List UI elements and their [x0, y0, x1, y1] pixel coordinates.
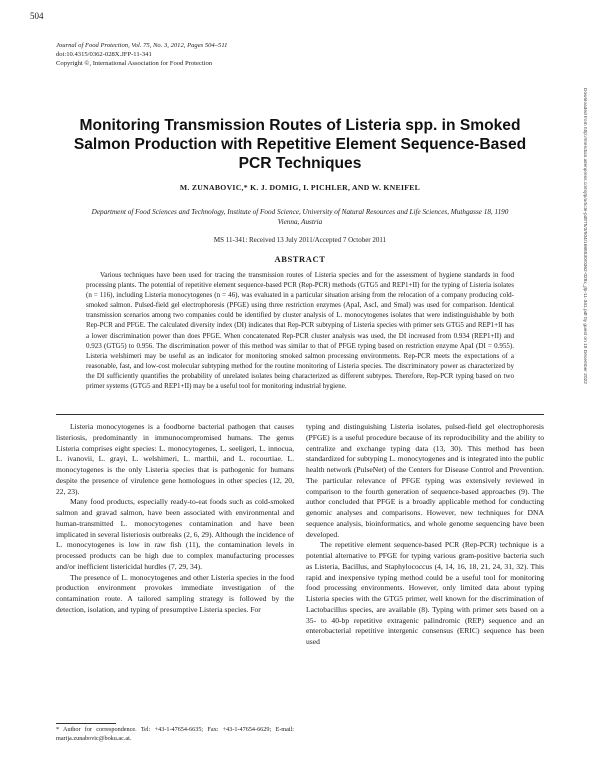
body-paragraph: typing and distinguishing Listeria isolates, pulsed-field gel electrophoresis (PFGE) is a useful procedure because of its reproducibility and the ability to centralize and exchange typing data (13, 30). This method has been standardized for subtyping L. monocytogenes and is integrated into the public health network (PulseNet) of the Centers for Disease Control and Prevention. The particular relevance of PFGE typing was extensively reviewed in comparison to the fourth generation of sequence-based approaches (9). The author concluded that PFGE is a broadly applicable method for conducting genomic analyses and comparisons. However, new techniques for DNA sequence analysis, bioinformatics, and whole genome sequencing have been developed. — [306, 422, 544, 539]
correspondence-footnote: * Author for correspondence. Tel: +43-1-47654-6635; Fax: +43-1-47654-6629; E-mail: marija.zunabovic@boku.ac.at. — [56, 726, 294, 742]
paper-title: Monitoring Transmission Routes of Listeria spp. in Smoked Salmon Production with Repetitive Element Sequence-Based PCR Techniques — [73, 117, 527, 172]
authors: M. ZUNABOVIC,* K. J. DOMIG, I. PICHLER, AND W. KNEIFEL — [179, 183, 421, 192]
journal-header — [56, 41, 227, 69]
affiliation: Department of Food Sciences and Technology, Institute of Food Science, University of Natural Resources and Life Sciences, Muthgasse 18, 1190 Vienna, Austria — [91, 208, 509, 226]
body-column-left — [56, 422, 294, 616]
body-paragraph: Listeria monocytogenes is a foodborne bacterial pathogen that causes listeriosis, predominantly in immunocompromised humans. The genus Listeria comprises eight species: L. monocytogenes, L. seeligeri, L. innocua, L. ivanovii, L. grayi, L. welshimeri, L. marthii, and L. rocourtiae. L. monocytogenes is the only Listeria species that is pathogenic for humans despite the presence of virulence gene homologues in other species (12, 20, 22, 23). — [56, 422, 294, 496]
received-dates: MS 11-341: Received 13 July 2011/Accepted 7 October 2011 — [213, 236, 387, 244]
download-watermark: Downloaded from http://meridian.allenpress.com/jfp/article-pdf/75/3/504/1686530/0362-028x_jfp-11-341.pdf by guest on 15 December 2022 — [582, 88, 587, 384]
body-paragraph: The presence of L. monocytogenes and other Listeria species in the food production environment provokes immediate investigation of the contamination route. A tailored sampling strategy is followed by the detection, isolation, and typing of presumptive Listeria species. For — [56, 572, 294, 614]
body-column-right — [306, 422, 544, 648]
footnote-divider — [56, 723, 116, 724]
doi[interactable]: doi:10.4315/0362-028X.JFP-11-341 — [56, 51, 152, 59]
copyright: Copyright ©, International Association for Food Protection — [56, 60, 213, 68]
abstract-heading: ABSTRACT — [274, 254, 326, 264]
journal-citation: Journal of Food Protection, Vol. 75, No. 3, 2012, Pages 504–511 — [56, 42, 228, 49]
section-divider — [56, 414, 544, 415]
body-paragraph: Many food products, especially ready-to-eat foods such as cold-smoked salmon and gravad salmon, have been associated with environmental and human-transmitted L. monocytogenes contamination and have been implicated in several listeriosis outbreaks (2, 6, 29). Although the incidence of L. monocytogenes is low in raw fish (11), the contamination levels in processed products can be high due to complex manufacturing processes and/or inefficient listericidal hurdles (7, 29, 34). — [56, 497, 294, 571]
page-number: 504 — [30, 11, 44, 21]
abstract-text: Various techniques have been used for tracing the transmission routes of Listeria species and for the assessment of hygiene standards in food processing plants. The potential of repetitive element sequence-based PCR (Rep-PCR) methods (GTG5 and REP1+II) for the typing of Listeria isolates (n = 116), including Listeria monocytogenes (n = 46), was evaluated in a particular situation arising from the relocation of a company producing cold-smoked salmon. Pulsed-field gel electrophoresis (PFGE) using three restriction enzymes (ApaI, AscI, and SmaI) was used for comparison. Identical transmission scenarios among two companies could be identified by cluster analysis of L. monocytogenes isolates that were indistinguishable by both Rep-PCR and PFGE. The calculated diversity index (DI) indicates that Rep-PCR subtyping of Listeria species with primer sets GTG5 and REP1+II has a lower discrimination power than does PFGE. When concatenated Rep-PCR cluster analysis was used, the DI increased from 0.934 (REP1+II) and 0.923 (GTG5) to 0.956. The discrimination power of this method was similar to that of PFGE typing based on restriction enzyme ApaI (DI = 0.955). Listeria welshimeri may be useful as an indicator for monitoring smoked salmon processing environments. Rep-PCR meets the expectations of a reasonable, fast, and low-cost molecular subtyping method for the routine monitoring of Listeria species. The discriminatory power as characterized by the DI sufficiently quantifies the probability of unrelated isolates being characterized as different subtypes. Therefore, Rep-PCR typing based on two primer systems (GTG5 and REP1+II) may be a useful tool for monitoring industrial hygiene. — [86, 271, 514, 391]
body-paragraph: The repetitive element sequence-based PCR (Rep-PCR) technique is a potential alternative to PFGE for typing various gram-positive bacteria such as Listeria, Bacillus, and Staphylococcus (4, 14, 16, 18, 21, 24, 31, 32). This rapid and inexpensive typing method could be a useful tool for monitoring food processing environments. However, only limited data about typing Listeria species with the GTG5 primer, well known for the discrimination of Lactobacillus species, are available (8). Typing with primer sets based on a 35- to 40-bp repetitive extragenic palindromic (REP) sequence and an enterobacterial repetitive intergenic consensus (ERIC) sequence has been used — [306, 540, 544, 646]
